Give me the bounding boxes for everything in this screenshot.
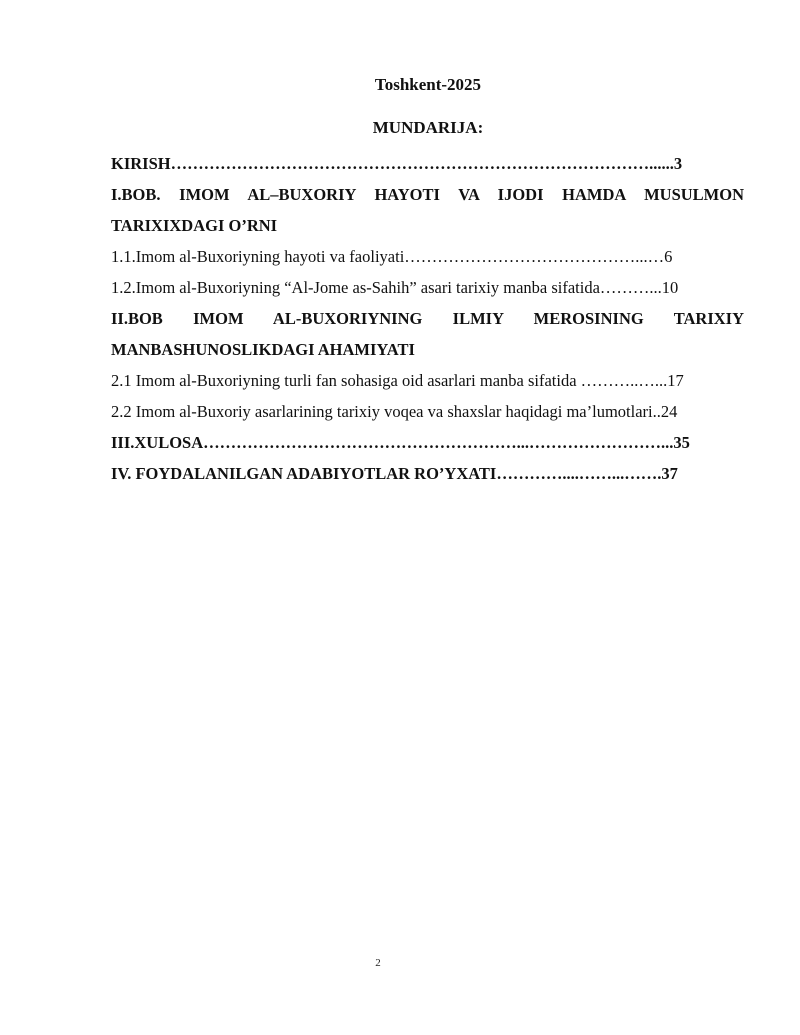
toc-entry-chapter-2 <box>111 303 744 365</box>
toc-chapter-1-line-2: TARIXIXDAGI O’RNI <box>111 216 278 235</box>
toc-entry-chapter-1 <box>111 179 744 241</box>
toc-entry-section-2-1: 2.1 Imom al-Buxoriyning turli fan sohasiga oid asarlari manba sifatida ………..…...17 <box>111 371 684 390</box>
page-number: 2 <box>375 957 381 969</box>
toc-entry-references: IV. FOYDALANILGAN ADABIYOTLAR RO’YXATI…………....……...…….37 <box>111 464 678 483</box>
toc-entry-section-1-2: 1.2.Imom al-Buxoriyning “Al-Jome as-Sahih” asari tarixiy manba sifatida………...10 <box>111 278 679 297</box>
toc-chapter-2-line-1: II.BOB IMOM AL-BUXORIYNING ILMIY MEROSINING TARIXIY <box>111 309 744 328</box>
city-year-heading: Toshkent-2025 <box>374 75 482 94</box>
toc-chapter-2-line-2: MANBASHUNOSLIKDAGI AHAMIYATI <box>111 340 415 359</box>
toc-entry-xulosa: III.XULOSA…………………………………………………...……………………...35 <box>111 433 690 452</box>
table-of-contents <box>111 148 744 489</box>
toc-title: MUNDARIJA: <box>372 118 484 137</box>
toc-entry-kirish: KIRISH……………………………………………………………………………......3 <box>111 154 683 173</box>
toc-entry-section-1-1: 1.1.Imom al-Buxoriyning hayoti va faoliyati……………………………………...…6 <box>111 247 673 266</box>
toc-entry-section-2-2: 2.2 Imom al-Buxoriy asarlarining tarixiy voqea va shaxslar haqidagi ma’lumotlari..24 <box>111 402 678 421</box>
toc-chapter-1-line-1: I.BOB. IMOM AL–BUXORIY HAYOTI VA IJODI HAMDA MUSULMON <box>111 185 744 204</box>
